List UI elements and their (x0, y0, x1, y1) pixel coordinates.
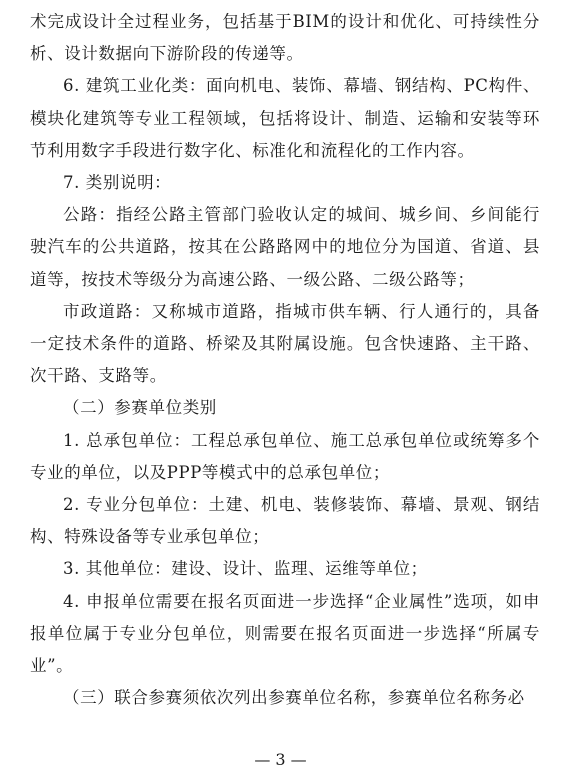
paragraph-highway-definition: 公路：指经公路主管部门验收认定的城间、城乡间、乡间能行驶汽车的公共道路，按其在公路路网中的地位分为国道、省道、县道等，按技术等级分为高速公路、一级公路、二级公路等； (30, 205, 540, 289)
document-body (30, 6, 540, 714)
page-number-text: — 3 — (254, 750, 307, 769)
paragraph-building-industrialization: 6. 建筑工业化类：面向机电、装饰、幕墙、钢结构、PC构件、模块化建筑等专业工程领域，包括将设计、制造、运输和安装等环节利用数字手段进行数字化、标准化和流程化的工作内容。 (30, 76, 540, 160)
paragraph-specialty-subcontractor: 2. 专业分包单位：土建、机电、装修装饰、幕墙、景观、钢结构、特殊设备等专业承包单位； (30, 495, 540, 547)
paragraph-enterprise-attribute-note: 4. 申报单位需要在报名页面进一步选择“企业属性”选项，如申报单位属于专业分包单位，则需要在报名页面进一步选择“所属专业”。 (30, 591, 540, 676)
paragraph-municipal-road-definition: 市政道路：又称城市道路，指城市供车辆、行人通行的，具备一定技术条件的道路、桥梁及其附属设施。包含快速路、主干路、次干路、支路等。 (30, 301, 540, 386)
paragraph-joint-participation: （三）联合参赛须依次列出参赛单位名称，参赛单位名称务必 (63, 688, 525, 708)
paragraph-other-units: 3. 其他单位：建设、设计、监理、运维等单位； (63, 559, 428, 579)
paragraph-bim-design-continuation: 术完成设计全过程业务，包括基于BIM的设计和优化、可持续性分析、设计数据向下游阶段的传递等。 (30, 12, 540, 64)
section-heading-participant-categories: （二）参赛单位类别 (63, 398, 217, 418)
paragraph-general-contractor: 1. 总承包单位：工程总承包单位、施工总承包单位或统筹多个专业的单位，以及PPP等模式中的总承包单位； (30, 430, 540, 482)
paragraph-category-notes-heading: 7. 类别说明： (63, 173, 172, 193)
page-number (0, 750, 561, 770)
